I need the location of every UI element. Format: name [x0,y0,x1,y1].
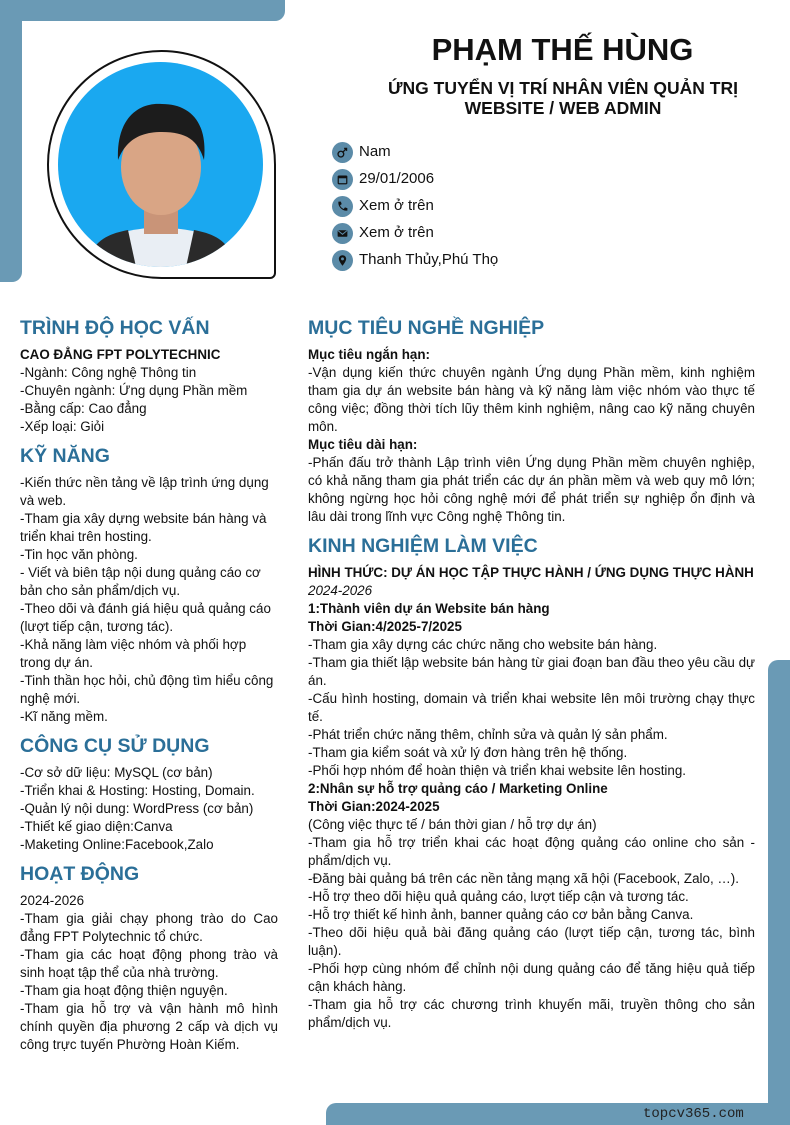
watermark: topcv365.com [643,1106,744,1122]
job2-item: -Tham gia hỗ trợ các chương trình khuyến mãi, truyền thông cho sản phẩm/dịch vụ. [308,997,755,1030]
phone-value: Xem ở trên [359,197,434,214]
job1-title: 1:Thành viên dự án Website bán hàng [308,601,550,616]
candidate-name: PHẠM THẾ HÙNG [431,32,694,67]
info-email [332,222,434,244]
gender-value: Nam [359,143,391,160]
skill-item: -Tin học văn phòng. [20,547,138,562]
info-gender [332,141,391,163]
job2-title: 2:Nhân sự hỗ trợ quảng cáo / Marketing Online [308,781,608,796]
right-column [308,316,755,1040]
skill-item: -Kĩ năng mềm. [20,709,108,724]
education-line: -Bằng cấp: Cao đẳng [20,401,147,416]
objective-section [308,316,755,526]
email-icon [332,223,353,244]
tools-section [20,734,278,854]
activity-item: -Tham gia hỗ trợ và vận hành mô hình chính quyền địa phương 2 cấp và dịch vụ công trực tuyến Phường Hoàn Kiếm. [20,1001,278,1052]
job2-item: -Hỗ trợ thiết kế hình ảnh, banner quảng cáo cơ bản bằng Canva. [308,907,694,922]
skill-item: -Tham gia xây dựng website bán hàng và triển khai trên hosting. [20,511,267,544]
skill-item: -Theo dõi và đánh giá hiệu quả quảng cáo (lượt tiếp cận, tương tác). [20,601,271,634]
objective-long-label: Mục tiêu dài hạn: [308,437,418,452]
education-line: -Xếp loại: Giỏi [20,419,105,434]
objective-heading: MỤC TIÊU NGHỀ NGHIỆP [308,317,545,339]
tool-item: -Maketing Online:Facebook,Zalo [20,837,214,852]
job1-item: -Tham gia xây dựng các chức năng cho website bán hàng. [308,637,658,652]
job2-item: -Tham gia hỗ trợ triển khai các hoạt động quảng cáo online cho sản - phẩm/dịch vụ. [308,835,755,868]
info-address [332,249,498,271]
tool-item: -Triển khai & Hosting: Hosting, Domain. [20,783,255,798]
activity-item: -Tham gia giải chạy phong trào do Cao đẳng FPT Polytechnic tổ chức. [20,911,278,944]
objective-short-label: Mục tiêu ngắn hạn: [308,347,430,362]
gender-icon [332,142,353,163]
activities-section [20,862,278,1054]
objective-short-text: -Vận dụng kiến thức chuyên ngành Ứng dụng Phần mềm, kinh nghiệm tham gia dự án website bán hàng và kỹ năng làm việc nhóm vào thực tế công việc; đồng thời tích lũy thêm kinh nghiệm, nâng cao kỹ năng chuyên môn. [308,365,755,434]
calendar-icon [332,169,353,190]
email-value: Xem ở trên [359,224,434,241]
info-phone [332,195,434,217]
tool-item: -Cơ sở dữ liệu: MySQL (cơ bản) [20,765,213,780]
activity-item: -Tham gia các hoạt động phong trào và sinh hoạt tập thể của nhà trường. [20,947,278,980]
tool-item: -Quản lý nội dung: WordPress (cơ bản) [20,801,254,816]
education-line: -Chuyên ngành: Ứng dụng Phần mềm [20,383,248,398]
education-section [20,316,278,436]
job2-item: -Đăng bài quảng bá trên các nền tảng mạng xã hội (Facebook, Zalo, …). [308,871,739,886]
decor-bar-left [0,0,22,282]
job2-note: (Công việc thực tế / bán thời gian / hỗ trợ dự án) [308,817,597,832]
job1-item: -Phối hợp nhóm để hoàn thiện và triển khai website lên hosting. [308,763,687,778]
decor-bar-right [768,660,790,1125]
activity-item: -Tham gia hoạt động thiện nguyện. [20,983,228,998]
skill-item: -Khả năng làm việc nhóm và phối hợp trong dự án. [20,637,247,670]
skills-section [20,444,278,726]
experience-section [308,534,755,1032]
left-column [20,316,278,1062]
job2-time: Thời Gian:2024-2025 [308,799,440,814]
activities-heading: HOẠT ĐỘNG [20,863,140,885]
job1-item: -Phát triển chức năng thêm, chỉnh sửa và quản lý sản phẩm. [308,727,668,742]
job2-item: -Theo dõi hiệu quả bài đăng quảng cáo (lượt tiếp cận, tương tác, bình luận). [308,925,755,958]
address-value: Thanh Thủy,Phú Thọ [359,251,499,268]
job1-item: -Tham gia thiết lập website bán hàng từ giai đoạn ban đầu theo yêu cầu dự án. [308,655,755,688]
education-line: -Ngành: Công nghệ Thông tin [20,365,197,380]
experience-period: 2024-2026 [308,583,373,598]
education-school: CAO ĐẲNG FPT POLYTECHNIC [20,347,221,362]
dob-value: 29/01/2006 [359,170,435,187]
job2-item: -Hỗ trợ theo dõi hiệu quả quảng cáo, lượt tiếp cận và tương tác. [308,889,689,904]
phone-icon [332,196,353,217]
activities-period: 2024-2026 [20,893,85,908]
info-dob [332,168,434,190]
skill-item: -Tinh thần học hỏi, chủ động tìm hiểu công nghệ mới. [20,673,274,706]
tool-item: -Thiết kế giao diện:Canva [20,819,173,834]
tools-heading: CÔNG CỤ SỬ DỤNG [20,735,210,757]
job1-time: Thời Gian:4/2025-7/2025 [308,619,462,634]
education-heading: TRÌNH ĐỘ HỌC VẤN [20,317,210,339]
job1-item: -Cấu hình hosting, domain và triển khai website lên môi trường chạy thực tế. [308,691,755,724]
objective-long-text: -Phấn đấu trở thành Lập trình viên Ứng dụng Phần mềm chuyên nghiệp, có khả năng tham gia phát triển các dự án phần mềm và web quy mô lớn; không ngừng học hỏi công nghệ mới để phát triển sự nghiệp ổn định và lâu dài trong lĩnh vực Công nghệ Thông tin. [308,455,755,524]
location-pin-icon [332,250,353,271]
decor-bar-top [0,0,285,21]
job2-item: -Phối hợp cùng nhóm để chỉnh nội dung quảng cáo để tăng hiệu quả tiếp cận khách hàng. [308,961,755,994]
skills-heading: KỸ NĂNG [20,445,110,467]
skill-item: - Viết và biên tập nội dung quảng cáo cơ bản cho sản phẩm/dịch vụ. [20,565,261,598]
target-position: ỨNG TUYỂN VỊ TRÍ NHÂN VIÊN QUẢN TRỊ WEBSITE / WEB ADMIN [388,78,738,118]
skill-item: -Kiến thức nền tảng về lập trình ứng dụng và web. [20,475,269,508]
profile-photo [58,62,263,267]
experience-heading: KINH NGHIỆM LÀM VIỆC [308,535,538,557]
experience-form: HÌNH THỨC: DỰ ÁN HỌC TẬP THỰC HÀNH / ỨNG DỤNG THỰC HÀNH [308,565,754,580]
job1-item: -Tham gia kiểm soát và xử lý đơn hàng trên hệ thống. [308,745,628,760]
